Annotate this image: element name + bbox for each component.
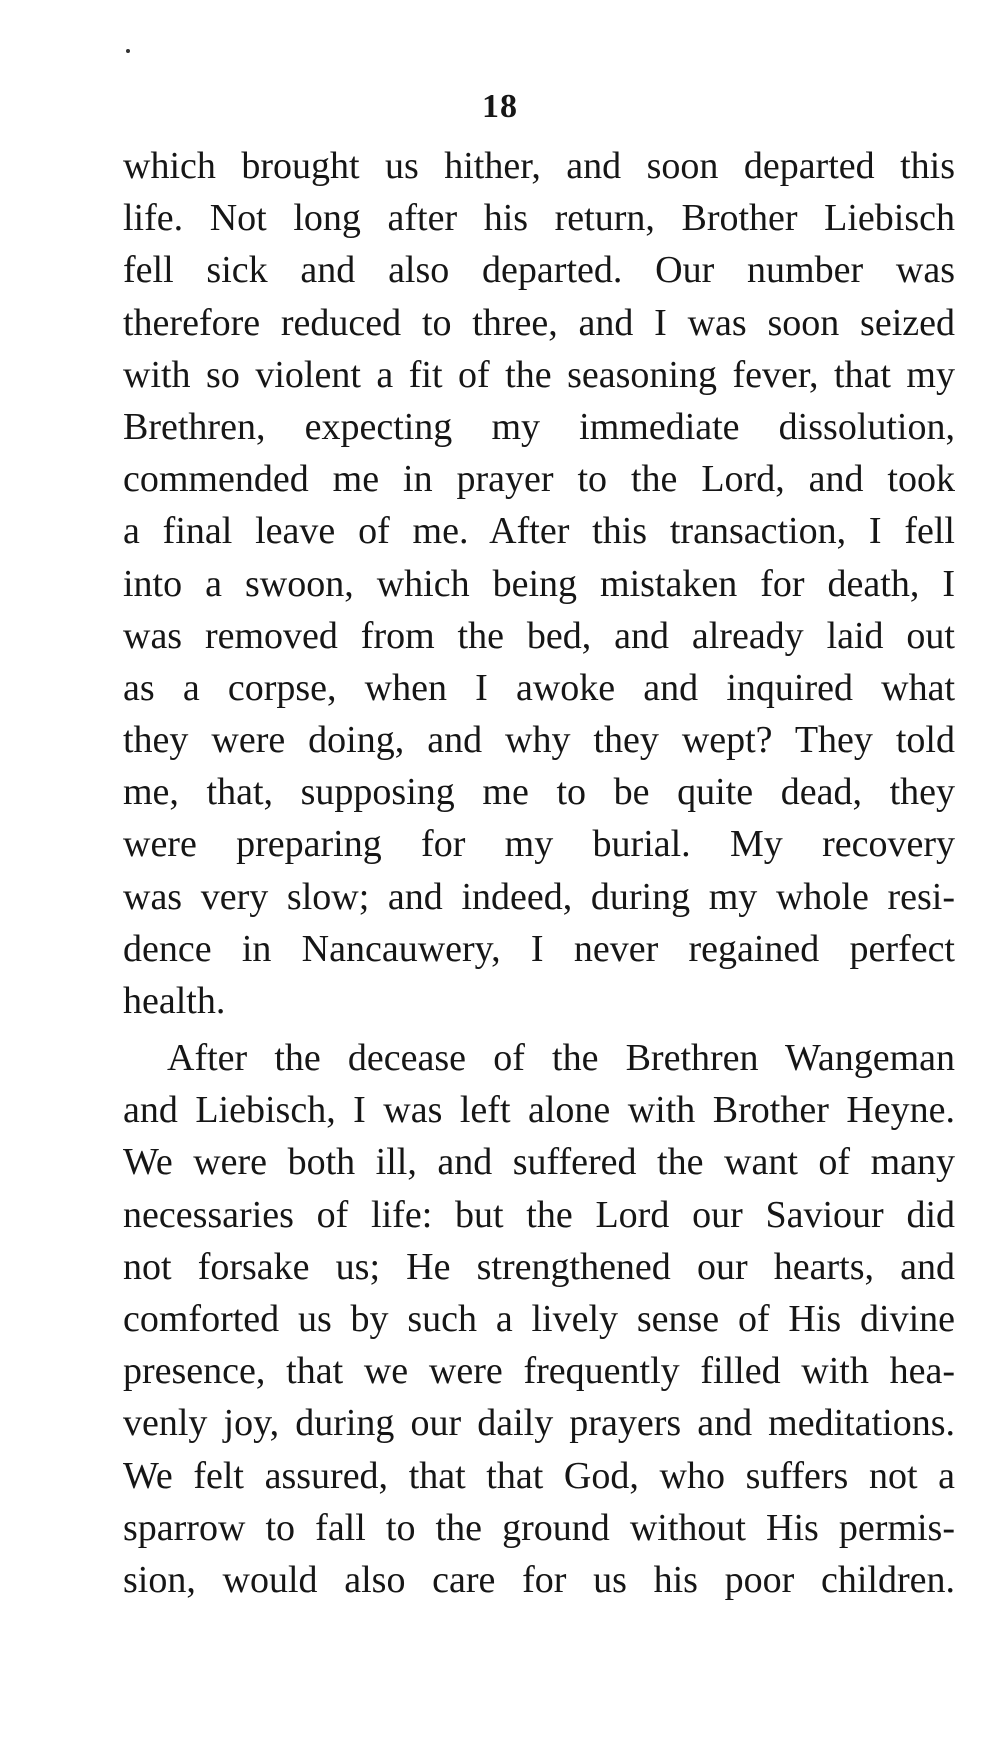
paragraph-1 — [123, 140, 955, 1027]
text-line: with so violent a fit of the seasoning fever, that my — [123, 353, 955, 396]
text-line: sion, would also care for us his poor children. — [123, 1558, 955, 1601]
text-line: and Liebisch, I was left alone with Brother Heyne. — [123, 1089, 955, 1132]
paragraph-2 — [123, 1032, 955, 1606]
text-line: comforted us by such a lively sense of His divine — [123, 1297, 955, 1340]
text-line: presence, that we were frequently filled with hea- — [123, 1350, 955, 1393]
text-line: venly joy, during our daily prayers and meditations. — [123, 1402, 955, 1445]
text-line: into a swoon, which being mistaken for death, I — [123, 562, 955, 605]
text-line: necessaries of life: but the Lord our Saviour did — [123, 1193, 955, 1236]
text-line: which brought us hither, and soon departed this — [123, 145, 955, 187]
page-number: 18 — [482, 88, 518, 125]
text-line: After the decease of the Brethren Wangeman — [167, 1037, 955, 1079]
text-line: Brethren, expecting my immediate dissolution, — [123, 405, 955, 448]
text-line: commended me in prayer to the Lord, and took — [123, 458, 955, 501]
text-line: sparrow to fall to the ground without His permis- — [123, 1506, 955, 1549]
text-line: a final leave of me. After this transaction, I fell — [123, 510, 955, 553]
text-line: health. — [123, 980, 226, 1022]
text-line: were preparing for my burial. My recovery — [123, 823, 955, 866]
text-line: We were both ill, and suffered the want of many — [123, 1141, 955, 1184]
text-line: they were doing, and why they wept? They told — [123, 719, 955, 762]
text-line: me, that, supposing me to be quite dead, they — [123, 771, 955, 814]
text-line: life. Not long after his return, Brother Liebisch — [123, 197, 955, 240]
text-line: therefore reduced to three, and I was soon seized — [123, 301, 955, 344]
text-line: was very slow; and indeed, during my whole resi- — [123, 875, 955, 918]
text-line: was removed from the bed, and already laid out — [123, 614, 955, 657]
text-line: We felt assured, that that God, who suffers not a — [123, 1454, 955, 1497]
text-line: not forsake us; He strengthened our hearts, and — [123, 1245, 955, 1288]
text-line: as a corpse, when I awoke and inquired what — [123, 666, 955, 709]
ink-speck — [126, 49, 130, 53]
text-line: dence in Nancauwery, I never regained perfect — [123, 927, 955, 970]
text-line: fell sick and also departed. Our number was — [123, 249, 955, 292]
